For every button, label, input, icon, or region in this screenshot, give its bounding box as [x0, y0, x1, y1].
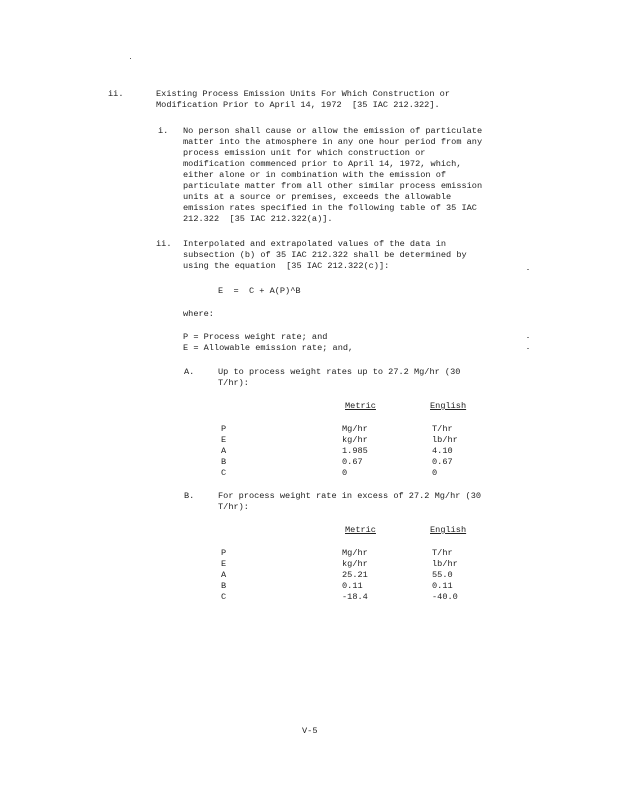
para1-line: modification commenced prior to April 14, 1972, which,: [183, 159, 462, 169]
subA-line-2: T/hr):: [218, 378, 249, 388]
section-number: ii.: [108, 89, 124, 99]
subB-letter: B.: [184, 491, 195, 501]
para2-line: subsection (b) of 35 IAC 212.322 shall be determined by: [183, 250, 467, 260]
para1-number: i.: [158, 126, 169, 136]
subA-row-metric: 0.67: [342, 457, 363, 467]
equation: E = C + A(P)^B: [218, 286, 301, 296]
subB-line-2: T/hr):: [218, 502, 249, 512]
section-heading-line-1: Existing Process Emission Units For Which Construction or: [156, 89, 450, 99]
subB-row-english: 55.0: [432, 570, 453, 580]
subA-row-english: T/hr: [432, 424, 453, 434]
para2-line: Interpolated and extrapolated values of the data in: [183, 239, 447, 249]
subB-header-english: English: [430, 525, 467, 535]
subA-row-metric: 1.985: [342, 446, 368, 456]
page-number: V-5: [302, 726, 318, 736]
subA-letter: A.: [184, 367, 195, 377]
subA-header-english: English: [430, 401, 467, 411]
subA-row-metric: Mg/hr: [342, 424, 368, 434]
para1-line: particulate matter from all other similar process emission: [183, 181, 483, 191]
subA-row-symbol: P: [221, 424, 227, 434]
definition-e: E = Allowable emission rate; and,: [183, 343, 354, 353]
margin-mark: [527, 337, 529, 338]
subA-row-symbol: C: [221, 468, 227, 478]
where-label: where:: [183, 309, 214, 319]
subB-row-metric: 0.11: [342, 581, 363, 591]
subB-row-metric: -18.4: [342, 592, 368, 602]
subB-row-symbol: P: [221, 548, 227, 558]
para2-line: using the equation [35 IAC 212.322(c)]:: [183, 261, 390, 271]
subA-row-english: 0: [432, 468, 438, 478]
subB-row-symbol: C: [221, 592, 227, 602]
subA-row-english: 4.10: [432, 446, 453, 456]
subA-header-metric: Metric: [345, 401, 376, 411]
subB-row-metric: kg/hr: [342, 559, 368, 569]
subB-row-english: 0.11: [432, 581, 453, 591]
subA-row-symbol: E: [221, 435, 227, 445]
subB-row-symbol: E: [221, 559, 227, 569]
para1-line: either alone or in combination with the emission of: [183, 170, 447, 180]
definition-p: P = Process weight rate; and: [183, 332, 328, 342]
subA-row-metric: kg/hr: [342, 435, 368, 445]
para1-line: units at a source or premises, exceeds the allowable: [183, 192, 452, 202]
stray-mark: [130, 58, 131, 59]
subA-row-english: 0.67: [432, 457, 453, 467]
margin-mark: [527, 348, 529, 349]
para1-line: process emission unit for which construction or: [183, 148, 426, 158]
subA-row-symbol: B: [221, 457, 227, 467]
margin-mark: [527, 269, 529, 270]
para1-line: emission rates specified in the following table of 35 IAC: [183, 203, 477, 213]
subB-row-metric: 25.21: [342, 570, 368, 580]
subA-row-english: lb/hr: [432, 435, 458, 445]
subB-row-english: T/hr: [432, 548, 453, 558]
subB-header-metric: Metric: [345, 525, 376, 535]
para1-line: matter into the atmosphere in any one hour period from any: [183, 137, 483, 147]
subA-line-1: Up to process weight rates up to 27.2 Mg/hr (30: [218, 367, 461, 377]
subB-row-english: lb/hr: [432, 559, 458, 569]
para1-line: No person shall cause or allow the emission of particulate: [183, 126, 483, 136]
subB-row-symbol: B: [221, 581, 227, 591]
subA-row-symbol: A: [221, 446, 227, 456]
subB-line-1: For process weight rate in excess of 27.2 Mg/hr (30: [218, 491, 482, 501]
subB-row-symbol: A: [221, 570, 227, 580]
subB-row-metric: Mg/hr: [342, 548, 368, 558]
subB-row-english: -40.0: [432, 592, 458, 602]
para2-number: ii.: [156, 239, 172, 249]
section-heading-line-2: Modification Prior to April 14, 1972 [35 IAC 212.322].: [156, 100, 440, 110]
subA-row-metric: 0: [342, 468, 348, 478]
para1-line: 212.322 [35 IAC 212.322(a)].: [183, 214, 333, 224]
